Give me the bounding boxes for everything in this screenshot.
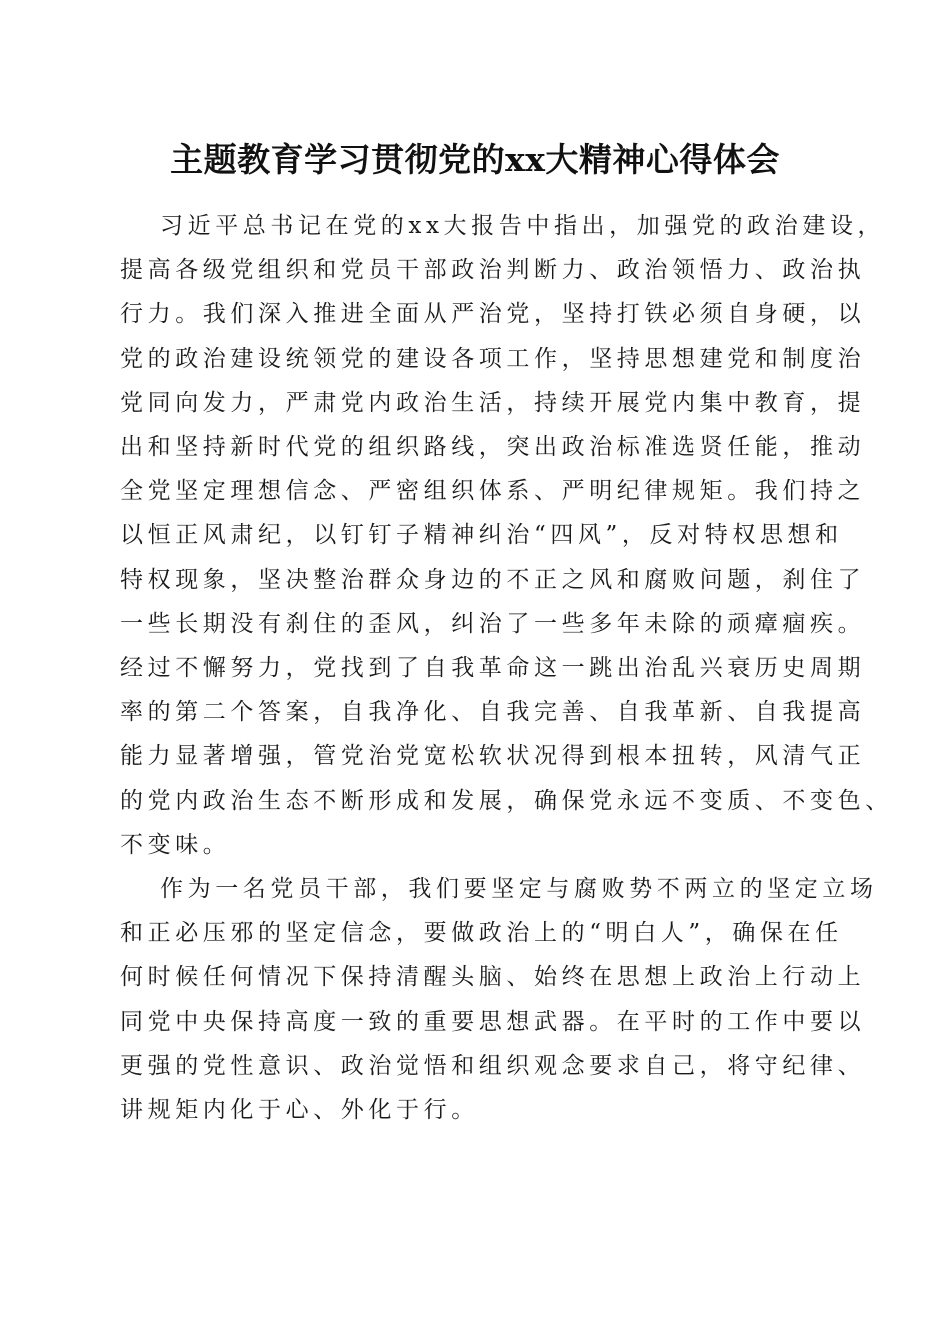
paragraph-line: 以恒正风肃纪，以钉钉子精神纠治“四风”，反对特权思想和 xyxy=(120,522,843,549)
paragraph-line: 的党内政治生态不断形成和发展，确保党永远不变质、不变色、 xyxy=(120,787,893,814)
paragraph-line: 作为一名党员干部，我们要坚定与腐败势不两立的坚定立场 xyxy=(160,876,878,903)
paragraph-line: 率的第二个答案，自我净化、自我完善、自我革新、自我提高 xyxy=(120,699,866,726)
paragraph-line: 讲规矩内化于心、外化于行。 xyxy=(120,1097,479,1124)
paragraph-line: 经过不懈努力，党找到了自我革命这一跳出治乱兴衰历史周期 xyxy=(120,655,866,682)
paragraph-2 xyxy=(120,867,878,1132)
paragraph-line: 习近平总书记在党的xx大报告中指出，加强党的政治建设， xyxy=(160,213,886,239)
paragraph-line: 提高各级党组织和党员干部政治判断力、政治领悟力、政治执 xyxy=(120,257,866,284)
paragraph-line: 同党中央保持高度一致的重要思想武器。在平时的工作中要以 xyxy=(120,1008,866,1035)
paragraph-line: 党同向发力，严肃党内政治生活，持续开展党内集中教育，提 xyxy=(120,389,866,416)
paragraph-line: 能力显著增强，管党治党宽松软状况得到根本扭转，风清气正 xyxy=(120,743,866,770)
paragraph-line: 不变味。 xyxy=(120,831,231,858)
paragraph-line: 出和坚持新时代党的组织路线，突出政治标准选贤任能，推动 xyxy=(120,434,866,461)
paragraph-line: 全党坚定理想信念、严密组织体系、严明纪律规矩。我们持之 xyxy=(120,478,866,505)
paragraph-line: 一些长期没有刹住的歪风，纠治了一些多年未除的顽瘴痼疾。 xyxy=(120,610,866,637)
paragraph-line: 特权现象，坚决整治群众身边的不正之风和腐败问题，刹住了 xyxy=(120,566,866,593)
document-body xyxy=(120,204,893,1132)
paragraph-line: 行力。我们深入推进全面从严治党，坚持打铁必须自身硬，以 xyxy=(120,301,866,328)
document-title: 主题教育学习贯彻党的xx大精神心得体会 xyxy=(170,140,780,179)
paragraph-1 xyxy=(120,204,893,867)
paragraph-line: 和正必压邪的坚定信念，要做政治上的“明白人”，确保在任 xyxy=(120,920,843,947)
paragraph-line: 更强的党性意识、政治觉悟和组织观念要求自己，将守纪律、 xyxy=(120,1052,866,1079)
paragraph-line: 党的政治建设统领党的建设各项工作，坚持思想建党和制度治 xyxy=(120,345,866,372)
paragraph-line: 何时候任何情况下保持清醒头脑、始终在思想上政治上行动上 xyxy=(120,964,866,991)
